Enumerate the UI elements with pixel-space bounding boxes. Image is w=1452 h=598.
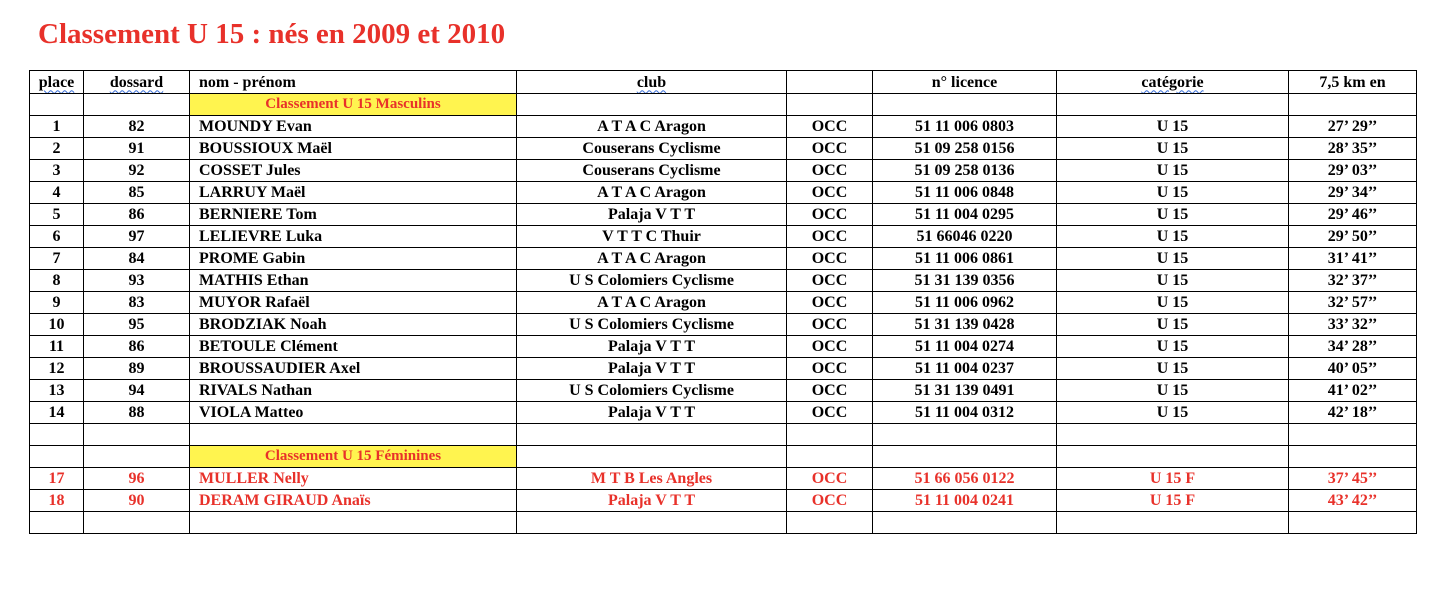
cell-place: 18	[30, 490, 84, 512]
cell-club: M T B Les Angles	[517, 468, 787, 490]
cell-licence: 51 09 258 0136	[873, 160, 1057, 182]
cell-categorie: U 15	[1057, 160, 1289, 182]
cell-place: 12	[30, 358, 84, 380]
cell-temps: 32’ 57’’	[1289, 292, 1417, 314]
section-row-masculins	[30, 94, 1417, 116]
cell-temps: 37’ 45’’	[1289, 468, 1417, 490]
cell-dossard: 94	[84, 380, 190, 402]
cell-club: Palaja V T T	[517, 402, 787, 424]
cell-temps: 29’ 46’’	[1289, 204, 1417, 226]
cell-region: OCC	[787, 204, 873, 226]
results-table	[29, 70, 1417, 534]
cell-nom: LELIEVRE Luka	[190, 226, 517, 248]
cell-dossard: 86	[84, 336, 190, 358]
header-place: place	[30, 71, 84, 94]
cell-club: A T A C Aragon	[517, 292, 787, 314]
cell-nom: VIOLA Matteo	[190, 402, 517, 424]
header-nom: nom - prénom	[190, 71, 517, 94]
cell-categorie: U 15	[1057, 182, 1289, 204]
cell-categorie: U 15	[1057, 138, 1289, 160]
cell-nom: MOUNDY Evan	[190, 116, 517, 138]
cell-club: A T A C Aragon	[517, 248, 787, 270]
cell-nom: DERAM GIRAUD Anaïs	[190, 490, 517, 512]
cell-temps: 40’ 05’’	[1289, 358, 1417, 380]
cell-categorie: U 15	[1057, 380, 1289, 402]
header-temps: 7,5 km en	[1289, 71, 1417, 94]
cell-categorie: U 15	[1057, 270, 1289, 292]
cell-temps: 27’ 29’’	[1289, 116, 1417, 138]
cell-dossard: 96	[84, 468, 190, 490]
cell-dossard: 82	[84, 116, 190, 138]
cell-licence: 51 11 006 0848	[873, 182, 1057, 204]
section-title-feminines: Classement U 15 Féminines	[190, 446, 517, 468]
header-categorie: catégorie	[1057, 71, 1289, 94]
page-title: Classement U 15 : nés en 2009 et 2010	[38, 18, 506, 50]
cell-licence: 51 31 139 0428	[873, 314, 1057, 336]
cell-region: OCC	[787, 160, 873, 182]
cell-categorie: U 15	[1057, 204, 1289, 226]
table-row	[30, 160, 1417, 182]
cell-categorie: U 15	[1057, 358, 1289, 380]
cell-temps: 41’ 02’’	[1289, 380, 1417, 402]
cell-region: OCC	[787, 490, 873, 512]
table-row	[30, 402, 1417, 424]
cell-place: 13	[30, 380, 84, 402]
cell-categorie: U 15	[1057, 314, 1289, 336]
header-row	[30, 71, 1417, 94]
cell-region: OCC	[787, 380, 873, 402]
cell-nom: MATHIS Ethan	[190, 270, 517, 292]
cell-dossard: 83	[84, 292, 190, 314]
cell-temps: 34’ 28’’	[1289, 336, 1417, 358]
cell-club: Palaja V T T	[517, 204, 787, 226]
table-row	[30, 292, 1417, 314]
cell-licence: 51 66046 0220	[873, 226, 1057, 248]
cell-licence: 51 11 006 0962	[873, 292, 1057, 314]
cell-club: Couserans Cyclisme	[517, 160, 787, 182]
cell-dossard: 84	[84, 248, 190, 270]
cell-dossard: 97	[84, 226, 190, 248]
cell-nom: BETOULE Clément	[190, 336, 517, 358]
cell-place: 4	[30, 182, 84, 204]
cell-region: OCC	[787, 138, 873, 160]
cell-temps: 31’ 41’’	[1289, 248, 1417, 270]
cell-club: V T T C Thuir	[517, 226, 787, 248]
header-region	[787, 71, 873, 94]
cell-dossard: 86	[84, 204, 190, 226]
cell-region: OCC	[787, 314, 873, 336]
cell-categorie: U 15	[1057, 336, 1289, 358]
cell-region: OCC	[787, 270, 873, 292]
header-club: club	[517, 71, 787, 94]
cell-licence: 51 11 004 0312	[873, 402, 1057, 424]
cell-licence: 51 11 004 0237	[873, 358, 1057, 380]
cell-place: 5	[30, 204, 84, 226]
cell-region: OCC	[787, 116, 873, 138]
cell-licence: 51 11 004 0241	[873, 490, 1057, 512]
cell-club: U S Colomiers Cyclisme	[517, 314, 787, 336]
section-title-masculins: Classement U 15 Masculins	[190, 94, 517, 116]
cell-nom: BOUSSIOUX Maël	[190, 138, 517, 160]
cell-region: OCC	[787, 336, 873, 358]
table-row	[30, 182, 1417, 204]
cell-region: OCC	[787, 226, 873, 248]
cell-nom: PROME Gabin	[190, 248, 517, 270]
cell-nom: MUYOR Rafaël	[190, 292, 517, 314]
cell-categorie: U 15	[1057, 402, 1289, 424]
table-row	[30, 468, 1417, 490]
cell-categorie: U 15	[1057, 226, 1289, 248]
cell-categorie: U 15 F	[1057, 490, 1289, 512]
table-row	[30, 248, 1417, 270]
cell-club: Couserans Cyclisme	[517, 138, 787, 160]
cell-nom: BROUSSAUDIER Axel	[190, 358, 517, 380]
cell-temps: 28’ 35’’	[1289, 138, 1417, 160]
table-row	[30, 270, 1417, 292]
cell-categorie: U 15 F	[1057, 468, 1289, 490]
cell-dossard: 95	[84, 314, 190, 336]
cell-temps: 29’ 50’’	[1289, 226, 1417, 248]
cell-licence: 51 11 004 0295	[873, 204, 1057, 226]
table-row	[30, 138, 1417, 160]
cell-nom: COSSET Jules	[190, 160, 517, 182]
header-licence: n° licence	[873, 71, 1057, 94]
cell-nom: BERNIERE Tom	[190, 204, 517, 226]
cell-licence: 51 11 006 0861	[873, 248, 1057, 270]
table-row	[30, 226, 1417, 248]
cell-place: 8	[30, 270, 84, 292]
cell-club: Palaja V T T	[517, 490, 787, 512]
table-row	[30, 336, 1417, 358]
cell-club: Palaja V T T	[517, 336, 787, 358]
table-row	[30, 116, 1417, 138]
cell-licence: 51 11 004 0274	[873, 336, 1057, 358]
cell-club: U S Colomiers Cyclisme	[517, 380, 787, 402]
cell-region: OCC	[787, 358, 873, 380]
cell-dossard: 90	[84, 490, 190, 512]
cell-categorie: U 15	[1057, 116, 1289, 138]
cell-dossard: 93	[84, 270, 190, 292]
cell-temps: 32’ 37’’	[1289, 270, 1417, 292]
cell-club: A T A C Aragon	[517, 116, 787, 138]
cell-club: Palaja V T T	[517, 358, 787, 380]
cell-place: 1	[30, 116, 84, 138]
cell-place: 7	[30, 248, 84, 270]
header-dossard: dossard	[84, 71, 190, 94]
cell-temps: 42’ 18’’	[1289, 402, 1417, 424]
cell-place: 11	[30, 336, 84, 358]
cell-place: 2	[30, 138, 84, 160]
cell-temps: 33’ 32’’	[1289, 314, 1417, 336]
cell-categorie: U 15	[1057, 248, 1289, 270]
table-row	[30, 204, 1417, 226]
cell-nom: LARRUY Maël	[190, 182, 517, 204]
cell-region: OCC	[787, 402, 873, 424]
cell-temps: 29’ 03’’	[1289, 160, 1417, 182]
cell-temps: 43’ 42’’	[1289, 490, 1417, 512]
cell-dossard: 89	[84, 358, 190, 380]
table-row	[30, 490, 1417, 512]
cell-region: OCC	[787, 292, 873, 314]
cell-place: 6	[30, 226, 84, 248]
cell-place: 3	[30, 160, 84, 182]
cell-region: OCC	[787, 248, 873, 270]
cell-place: 14	[30, 402, 84, 424]
table-row	[30, 314, 1417, 336]
cell-place: 9	[30, 292, 84, 314]
section-row-feminines	[30, 446, 1417, 468]
cell-place: 10	[30, 314, 84, 336]
cell-categorie: U 15	[1057, 292, 1289, 314]
cell-licence: 51 66 056 0122	[873, 468, 1057, 490]
table-row	[30, 358, 1417, 380]
cell-club: A T A C Aragon	[517, 182, 787, 204]
cell-nom: RIVALS Nathan	[190, 380, 517, 402]
cell-licence: 51 31 139 0491	[873, 380, 1057, 402]
cell-dossard: 85	[84, 182, 190, 204]
empty-row	[30, 512, 1417, 534]
cell-club: U S Colomiers Cyclisme	[517, 270, 787, 292]
empty-row	[30, 424, 1417, 446]
cell-region: OCC	[787, 182, 873, 204]
cell-region: OCC	[787, 468, 873, 490]
table-row	[30, 380, 1417, 402]
cell-licence: 51 31 139 0356	[873, 270, 1057, 292]
cell-nom: MULLER Nelly	[190, 468, 517, 490]
cell-dossard: 92	[84, 160, 190, 182]
cell-licence: 51 09 258 0156	[873, 138, 1057, 160]
cell-temps: 29’ 34’’	[1289, 182, 1417, 204]
cell-dossard: 91	[84, 138, 190, 160]
cell-place: 17	[30, 468, 84, 490]
cell-nom: BRODZIAK Noah	[190, 314, 517, 336]
cell-licence: 51 11 006 0803	[873, 116, 1057, 138]
cell-dossard: 88	[84, 402, 190, 424]
